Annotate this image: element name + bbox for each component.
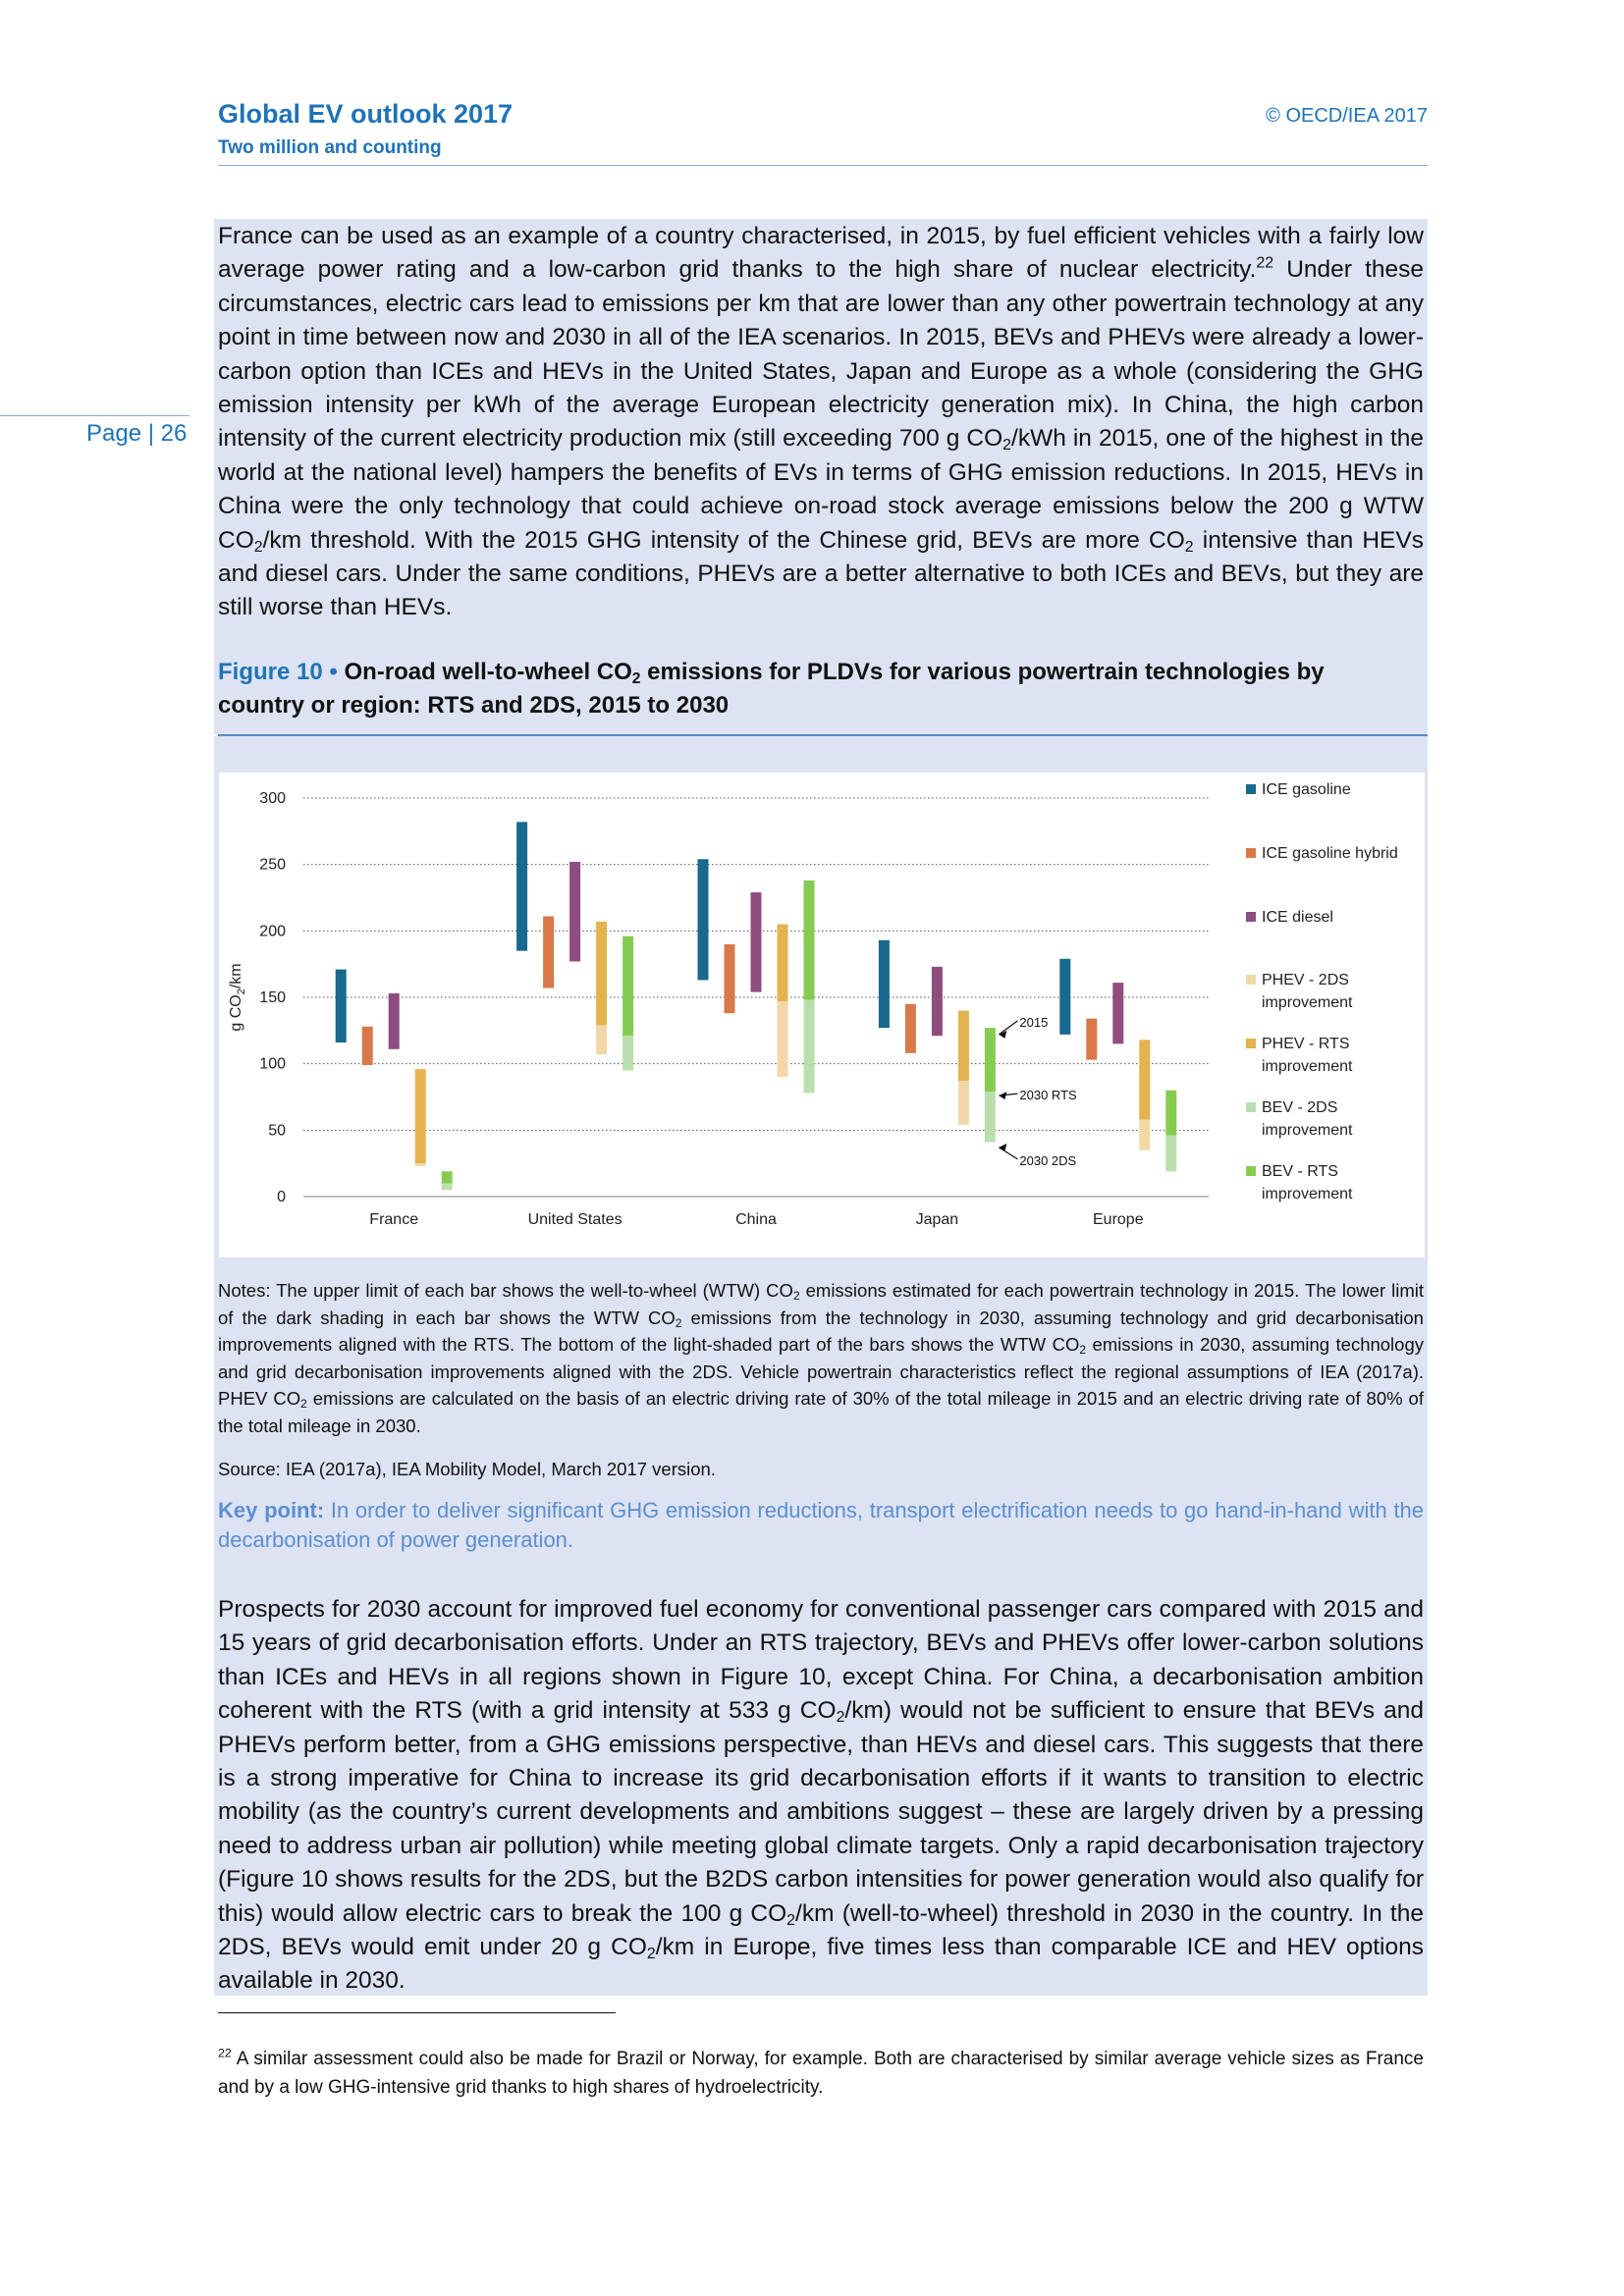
bar-ice-gasoline-united-states [516,822,527,950]
legend-swatch [1246,1039,1256,1048]
bar-bev-2ds-europe [1165,1136,1176,1172]
legend-swatch [1246,975,1256,985]
annotation-label: 2030 2DS [1019,1152,1077,1168]
bar-phev-rts-france [415,1069,426,1163]
bar-ice-hybrid-japan [905,1004,916,1053]
legend-label: ICE gasoline [1262,781,1351,798]
bar-phev-rts-china [778,925,788,1001]
bar-ice-hybrid-united-states [543,916,554,988]
bar-bev-rts-china [804,881,815,1000]
bar-bev-2ds-china [804,1000,815,1094]
legend-label: ICE gasoline hybrid [1262,845,1398,862]
paragraph-prospects: Prospects for 2030 account for improved fuel economy for conventional passenger cars compared with 2015 and 15 years of grid decarbonisation efforts. Under an RTS trajectory, BEVs and PHEVs offer lower-carbon solutions than ICEs and HEVs in all regions shown in Figure 10, except China. For China, a decarbonisation ambition coherent with the RTS (with a grid intensity at 533 g $CO_2/km$) would not be sufficient to ensure that BEVs and PHEVs perform better, from a GHG emissions perspective, than HEVs and diesel cars. This suggests that there is a strong imperative for China to increase its grid decarbonisation efforts if it wants to transition to electric mobility (as the country’s current developments and ambitions suggest – these are largely driven by a pressing need to address urban air pollution) while meeting global climate targets. Only a rapid decarbonisation trajectory (Figure 10 shows results for the 2DS, but the B2DS carbon intensities for power generation would also qualify for this) would allow electric cars to break the 100 g $CO_2/km$ (well-to-wheel) threshold in 2030 in the country. In the 2DS, BEVs would emit under 20 g $CO_2/km$ in Europe, five times less than comparable ICE and HEV options available in 2030. [218,1596,1424,1995]
bar-ice-gasoline-japan [879,940,890,1028]
legend-swatch [1246,1166,1256,1176]
footnote: $^{22}$ A similar assessment could also be made for Brazil or Norway, for example. Both are characterised by similar average vehicle sizes as France and by a low GHG-intensive grid thanks to high shares of hydroelectricity. [218,2046,1424,2098]
bar-ice-hybrid-europe [1086,1019,1097,1060]
bar-ice-gasoline-europe [1059,959,1070,1035]
bar-phev-2ds-japan [958,1081,969,1125]
bar-bev-2ds-france [442,1183,453,1190]
bar-bev-2ds-united-states [623,1036,633,1070]
legend-label: BEV - 2DS [1262,1099,1338,1116]
x-tick-label: Japan [915,1211,959,1228]
bar-bev-rts-united-states [623,936,633,1037]
figure-divider [218,734,1428,736]
bar-phev-rts-europe [1139,1040,1150,1119]
legend-swatch [1246,784,1256,794]
y-tick-label: 50 [268,1122,286,1140]
figure-source: Source: IEA (2017a), IEA Mobility Model, March 2017 version. [218,1459,716,1479]
y-axis-label: g $CO_2/km$ [228,963,247,1032]
bar-ice-hybrid-france [362,1027,373,1065]
x-tick-label: Europe [1093,1211,1144,1228]
y-tick-label: 300 [259,790,286,807]
y-tick-label: 100 [259,1055,286,1073]
annotation-label: 2030 RTS [1019,1088,1077,1103]
bar-ice-diesel-france [389,993,400,1049]
legend-label: PHEV - 2DS [1262,972,1349,988]
y-tick-label: 200 [259,923,286,940]
bar-ice-gasoline-france [336,970,347,1042]
bar-bev-2ds-japan [985,1092,996,1142]
bar-phev-2ds-europe [1139,1120,1150,1150]
figure-title: Figure 10 • On-road well-to-wheel $CO_2$ emissions for PLDVs for various powertrain technologies by country or region: RTS and 2DS, 2015 to 2030 [218,659,1325,719]
bar-phev-rts-united-states [596,922,607,1026]
annotation-arrowhead [999,1092,1006,1099]
copyright-notice: © OECD/IEA 2017 [1266,105,1428,127]
bar-bev-rts-japan [985,1028,996,1092]
bar-ice-diesel-japan [932,967,943,1036]
chart-container [218,772,1426,1258]
bar-ice-diesel-united-states [569,862,580,961]
legend-label: improvement [1262,1186,1353,1202]
bar-bev-rts-europe [1165,1091,1176,1136]
legend-label: ICE diesel [1262,909,1333,926]
y-tick-label: 0 [277,1189,286,1205]
x-tick-label: France [369,1211,419,1228]
figure-notes: Notes: The upper limit of each bar shows the well-to-wheel (WTW) $CO_2$ emissions estimated for each powertrain technology in 2015. The lower limit of the dark shading in each bar shows the WTW $CO_2$ emissions from the technology in 2030, assuming technology and grid decarbonisation improvements aligned with the RTS. The bottom of the light-shaded part of the bars shows the WTW $CO_2$ emissions in 2030, assuming technology and grid decarbonisation improvements aligned with the 2DS. Vehicle powertrain characteristics reflect the regional assumptions of IEA (2017a). PHEV $CO_2$ emissions are calculated on the basis of an electric driving rate of 30% of the total mileage in 2015 and an electric driving rate of 80% of the total mileage in 2030. [218,1280,1425,1436]
header-divider [218,165,1428,166]
legend-label: improvement [1262,994,1353,1011]
bar-bev-rts-france [442,1171,453,1183]
bar-ice-gasoline-china [698,859,709,980]
bar-phev-2ds-united-states [596,1025,607,1054]
key-point: Key point: In order to deliver significant GHG emission reductions, transport electrification needs to go hand-in-hand with the decarbonisation of power generation. [218,1498,1424,1552]
bar-phev-2ds-china [778,1001,788,1077]
bar-phev-rts-japan [958,1011,969,1082]
x-tick-label: China [735,1211,777,1228]
emissions-chart [219,773,1425,1257]
legend-label: improvement [1262,1122,1353,1139]
paragraph-intro: France can be used as an example of a country characterised, in 2015, by fuel efficient vehicles with a fairly low average power rating and a low-carbon grid thanks to the high share of nuclear electricity.$^{22}$ Under these circumstances, electric cars lead to emissions per km that are lower than any other powertrain technology at any point in time between now and 2030 in all of the IEA scenarios. In 2015, BEVs and PHEVs were already a lower-carbon option than ICEs and HEVs in the United States, Japan and Europe as a whole (considering the GHG emission intensity per kWh of the average European electricity generation mix). In China, the high carbon intensity of the current electricity production mix (still exceeding 700 g $CO_2$/kWh in 2015, one of the highest in the world at the national level) hampers the benefits of EVs in terms of GHG emission reductions. In 2015, HEVs in China were the only technology that could achieve on-road stock average emissions below the 200 g WTW $CO_2/km$ threshold. With the 2015 GHG intensity of the Chinese grid, BEVs are more $CO_2$ intensive than HEVs and diesel cars. Under the same conditions, PHEVs are a better alternative to both ICEs and BEVs, but they are still worse than HEVs. [218,223,1425,621]
page-number: Page | 26 [86,420,188,447]
annotation-label: 2015 [1019,1014,1049,1030]
legend-swatch [1246,848,1256,858]
document-title: Global EV outlook 2017 [218,99,514,129]
footnote-rule [218,2012,616,2013]
bar-ice-hybrid-china [725,944,735,1013]
annotation-arrow [999,1021,1017,1035]
legend-label: PHEV - RTS [1262,1036,1350,1052]
page-number-rule [0,415,189,416]
legend-swatch [1246,1102,1256,1112]
y-tick-label: 250 [259,856,286,874]
legend-label: BEV - RTS [1262,1163,1338,1180]
x-tick-label: United States [527,1211,623,1228]
legend-label: improvement [1262,1058,1353,1075]
bar-phev-2ds-france [415,1163,426,1166]
bar-ice-diesel-europe [1112,983,1123,1043]
bar-ice-diesel-china [751,892,762,992]
legend-swatch [1246,912,1256,922]
y-tick-label: 150 [259,989,286,1006]
document-subtitle: Two million and counting [218,137,442,158]
